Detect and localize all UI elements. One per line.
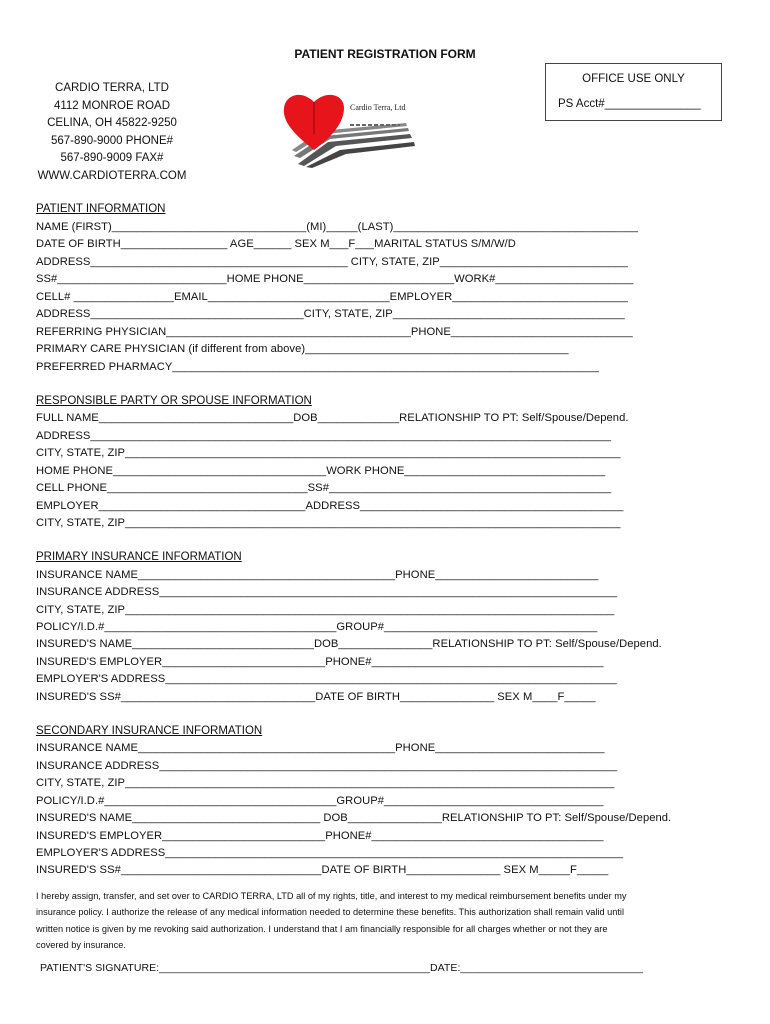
ps-account-field[interactable]: PS Acct#_______________: [558, 98, 701, 110]
office-use-heading: OFFICE USE ONLY: [582, 73, 685, 85]
signature-line[interactable]: PATIENT'S SIGNATURE:______________________________________________DATE:_______________________________: [40, 962, 643, 974]
primary-care-line[interactable]: PRIMARY CARE PHYSICIAN (if different from above)__________________________________________: [36, 343, 569, 355]
pi-city-line[interactable]: CITY, STATE, ZIP______________________________________________________________________________: [36, 604, 615, 616]
si-insured-name-line[interactable]: INSURED'S NAME______________________________ DOB_______________RELATIONSHIP TO PT: Self/Spouse/Depend.: [36, 812, 672, 824]
secondary-insurance-heading: SECONDARY INSURANCE INFORMATION: [36, 725, 263, 737]
patient-info-heading: PATIENT INFORMATION: [36, 203, 166, 215]
pi-name-line[interactable]: INSURANCE NAME_________________________________________PHONE__________________________: [36, 569, 599, 581]
si-address-line[interactable]: INSURANCE ADDRESS_________________________________________________________________________: [36, 760, 618, 772]
practice-name: CARDIO TERRA, LTD: [55, 82, 169, 94]
pi-employer-address-line[interactable]: EMPLOYER'S ADDRESS________________________________________________________________________: [36, 673, 617, 685]
pharmacy-line[interactable]: PREFERRED PHARMACY____________________________________________________________________: [36, 361, 599, 373]
pi-ss-line[interactable]: INSURED'S SS#_______________________________DATE OF BIRTH_______________ SEX M____F_____: [36, 691, 596, 703]
practice-phone: 567-890-9000 PHONE#: [50, 134, 174, 147]
rp-phone-line[interactable]: HOME PHONE__________________________________WORK PHONE________________________________: [36, 465, 606, 477]
authorization-line: written notice is given by me revoking said authorization. I understand that I am financially responsible for all charges whether or not they are: [36, 923, 608, 934]
patient-name-line[interactable]: NAME (FIRST)_______________________________(MI)_____(LAST)_______________________________________: [36, 221, 639, 233]
practice-street: 4112 MONROE ROAD: [53, 99, 171, 112]
authorization-line: insurance policy. I authorize the release of any medical information needed to determine these benefits. This authorization shall remain valid until: [36, 907, 624, 918]
pi-policy-line[interactable]: POLICY/I.D.#_____________________________________GROUP#__________________________________: [36, 621, 598, 633]
si-ss-line[interactable]: INSURED'S SS#________________________________DATE OF BIRTH_______________ SEX M_____F_____: [36, 864, 609, 876]
authorization-line: covered by insurance.: [36, 939, 126, 950]
patient-ss-line[interactable]: SS#___________________________HOME PHONE________________________WORK#______________________: [36, 273, 634, 285]
pi-address-line[interactable]: INSURANCE ADDRESS_________________________________________________________________________: [36, 586, 618, 598]
patient-address-line[interactable]: ADDRESS_________________________________________ CITY, STATE, ZIP______________________________: [36, 256, 628, 268]
referring-physician-line[interactable]: REFERRING PHYSICIAN_______________________________________PHONE_____________________________: [36, 326, 633, 338]
practice-address-block: [22, 80, 202, 185]
si-employer-line[interactable]: INSURED'S EMPLOYER__________________________PHONE#_____________________________________: [36, 830, 604, 842]
rp-cell-line[interactable]: CELL PHONE________________________________SS#_____________________________________________: [36, 482, 612, 494]
form-title: PATIENT REGISTRATION FORM: [294, 47, 476, 61]
si-city-line[interactable]: CITY, STATE, ZIP______________________________________________________________________________: [36, 777, 615, 789]
si-employer-address-line[interactable]: EMPLOYER'S ADDRESS_________________________________________________________________________: [36, 847, 624, 859]
authorization-paragraph: [36, 888, 726, 953]
patient-dob-line[interactable]: DATE OF BIRTH_________________ AGE______ SEX M___F___MARITAL STATUS S/M/W/D: [36, 238, 516, 250]
responsible-party-heading: RESPONSIBLE PARTY OR SPOUSE INFORMATION: [36, 395, 312, 407]
practice-website: WWW.CARDIOTERRA.COM: [37, 169, 187, 182]
si-name-line[interactable]: INSURANCE NAME_________________________________________PHONE___________________________: [36, 742, 605, 754]
primary-insurance-heading: PRIMARY INSURANCE INFORMATION: [36, 551, 242, 563]
rp-city2-line[interactable]: CITY, STATE, ZIP_______________________________________________________________________________: [36, 517, 621, 529]
authorization-line: I hereby assign, transfer, and set over to CARDIO TERRA, LTD all of my rights, title, and interest to my medical reimbursement benefits under my: [36, 891, 627, 901]
pi-insured-name-line[interactable]: INSURED'S NAME_____________________________DOB_______________RELATIONSHIP TO PT: Self/Spouse/Depend.: [36, 638, 662, 650]
pi-employer-line[interactable]: INSURED'S EMPLOYER__________________________PHONE#_____________________________________: [36, 656, 604, 668]
cardio-terra-logo: [280, 84, 420, 168]
logo-text: Cardio Terra, Ltd: [350, 103, 406, 112]
practice-city: CELINA, OH 45822-9250: [47, 117, 177, 129]
patient-address2-line[interactable]: ADDRESS__________________________________CITY, STATE, ZIP_____________________________________: [36, 308, 625, 320]
rp-employer-line[interactable]: EMPLOYER_________________________________ADDRESS__________________________________________: [36, 500, 624, 512]
rp-address-line[interactable]: ADDRESS___________________________________________________________________________________: [36, 430, 612, 442]
patient-cell-line[interactable]: CELL# ________________EMAIL_____________________________EMPLOYER____________________________: [36, 291, 628, 303]
rp-fullname-line[interactable]: FULL NAME_______________________________DOB_____________RELATIONSHIP TO PT: Self/Spouse/Depend.: [36, 412, 629, 424]
practice-fax: 567-890-9009 FAX#: [60, 152, 164, 164]
si-policy-line[interactable]: POLICY/I.D.#_____________________________________GROUP#___________________________________: [36, 795, 604, 807]
office-use-box: [545, 63, 722, 121]
rp-city-line[interactable]: CITY, STATE, ZIP_______________________________________________________________________________: [36, 447, 621, 459]
